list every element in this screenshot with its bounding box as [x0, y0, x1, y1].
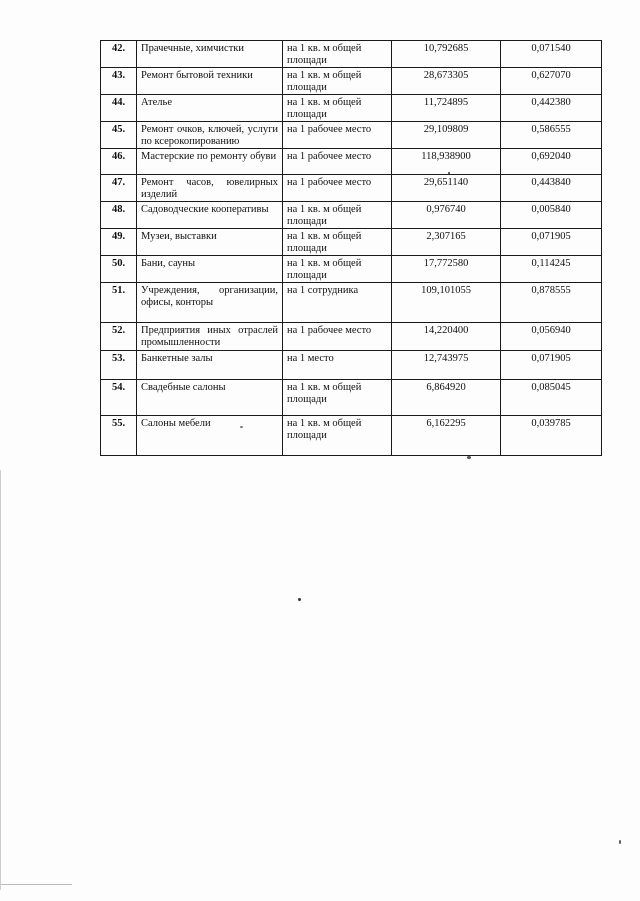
row-value-1: 6,162295 — [392, 416, 501, 456]
row-name: Ремонт очков, ключей, услуги по ксерокопированию — [137, 122, 283, 149]
row-unit: на 1 кв. м общей площади — [283, 380, 392, 416]
table-row — [101, 122, 602, 149]
norms-table-body — [101, 41, 602, 456]
row-name: Ателье — [137, 95, 283, 122]
row-number: 42. — [101, 41, 137, 68]
row-name: Свадебные салоны — [137, 380, 283, 416]
row-number: 47. — [101, 175, 137, 202]
row-value-1: 17,772580 — [392, 256, 501, 283]
row-name: Садоводческие кооперативы — [137, 202, 283, 229]
scan-edge-mark — [0, 470, 1, 890]
row-number: 49. — [101, 229, 137, 256]
row-name: Предприятия иных отраслей промышленности — [137, 323, 283, 351]
row-number: 54. — [101, 380, 137, 416]
row-value-1: 12,743975 — [392, 351, 501, 380]
row-name: Бани, сауны — [137, 256, 283, 283]
row-number: 52. — [101, 323, 137, 351]
table-row — [101, 41, 602, 68]
scan-speck — [240, 426, 243, 428]
row-value-1: 28,673305 — [392, 68, 501, 95]
table-row — [101, 95, 602, 122]
table-row — [101, 202, 602, 229]
row-unit: на 1 кв. м общей площади — [283, 202, 392, 229]
row-number: 50. — [101, 256, 137, 283]
row-number: 46. — [101, 149, 137, 175]
table-row — [101, 175, 602, 202]
scan-speck — [467, 456, 471, 459]
table-row — [101, 149, 602, 175]
row-unit: на 1 рабочее место — [283, 175, 392, 202]
row-value-2: 0,586555 — [501, 122, 602, 149]
row-value-1: 109,101055 — [392, 283, 501, 323]
row-name: Банкетные залы — [137, 351, 283, 380]
row-name: Прачечные, химчистки — [137, 41, 283, 68]
norms-table — [100, 40, 602, 456]
scan-speck — [298, 598, 301, 601]
table-row — [101, 283, 602, 323]
row-number: 44. — [101, 95, 137, 122]
row-unit: на 1 сотрудника — [283, 283, 392, 323]
row-number: 53. — [101, 351, 137, 380]
row-unit: на 1 место — [283, 351, 392, 380]
row-value-1: 0,976740 — [392, 202, 501, 229]
row-value-2: 0,071905 — [501, 351, 602, 380]
row-name: Ремонт часов, ювелирных изделий — [137, 175, 283, 202]
row-value-1: 2,307165 — [392, 229, 501, 256]
row-value-1: 118,938900 — [392, 149, 501, 175]
row-number: 43. — [101, 68, 137, 95]
row-value-2: 0,085045 — [501, 380, 602, 416]
row-value-1: 29,109809 — [392, 122, 501, 149]
row-value-2: 0,878555 — [501, 283, 602, 323]
row-value-2: 0,071540 — [501, 41, 602, 68]
scan-speck — [448, 172, 450, 174]
row-value-1: 6,864920 — [392, 380, 501, 416]
row-unit: на 1 кв. м общей площади — [283, 41, 392, 68]
row-number: 48. — [101, 202, 137, 229]
row-name: Салоны мебели — [137, 416, 283, 456]
table-row — [101, 323, 602, 351]
table-row — [101, 68, 602, 95]
row-value-2: 0,039785 — [501, 416, 602, 456]
row-value-2: 0,443840 — [501, 175, 602, 202]
table-row — [101, 416, 602, 456]
row-unit: на 1 рабочее место — [283, 149, 392, 175]
row-value-2: 0,627070 — [501, 68, 602, 95]
row-value-2: 0,056940 — [501, 323, 602, 351]
table-row — [101, 380, 602, 416]
row-unit: на 1 кв. м общей площади — [283, 229, 392, 256]
row-value-2: 0,005840 — [501, 202, 602, 229]
row-value-2: 0,442380 — [501, 95, 602, 122]
table-row — [101, 256, 602, 283]
scan-edge-mark — [0, 884, 72, 885]
row-value-2: 0,114245 — [501, 256, 602, 283]
row-name: Музеи, выставки — [137, 229, 283, 256]
row-name: Мастерские по ремонту обуви — [137, 149, 283, 175]
table-row — [101, 351, 602, 380]
row-value-1: 11,724895 — [392, 95, 501, 122]
row-unit: на 1 кв. м общей площади — [283, 256, 392, 283]
row-value-1: 14,220400 — [392, 323, 501, 351]
row-unit: на 1 рабочее место — [283, 323, 392, 351]
row-value-1: 10,792685 — [392, 41, 501, 68]
row-number: 51. — [101, 283, 137, 323]
row-value-2: 0,692040 — [501, 149, 602, 175]
row-unit: на 1 рабочее место — [283, 122, 392, 149]
scan-speck — [619, 840, 621, 844]
row-unit: на 1 кв. м общей площади — [283, 95, 392, 122]
table-row — [101, 229, 602, 256]
row-name: Ремонт бытовой техники — [137, 68, 283, 95]
row-number: 55. — [101, 416, 137, 456]
row-value-1: 29,651140 — [392, 175, 501, 202]
row-unit: на 1 кв. м общей площади — [283, 68, 392, 95]
row-number: 45. — [101, 122, 137, 149]
row-value-2: 0,071905 — [501, 229, 602, 256]
row-unit: на 1 кв. м общей площади — [283, 416, 392, 456]
row-name: Учреждения, организации, офисы, конторы — [137, 283, 283, 323]
